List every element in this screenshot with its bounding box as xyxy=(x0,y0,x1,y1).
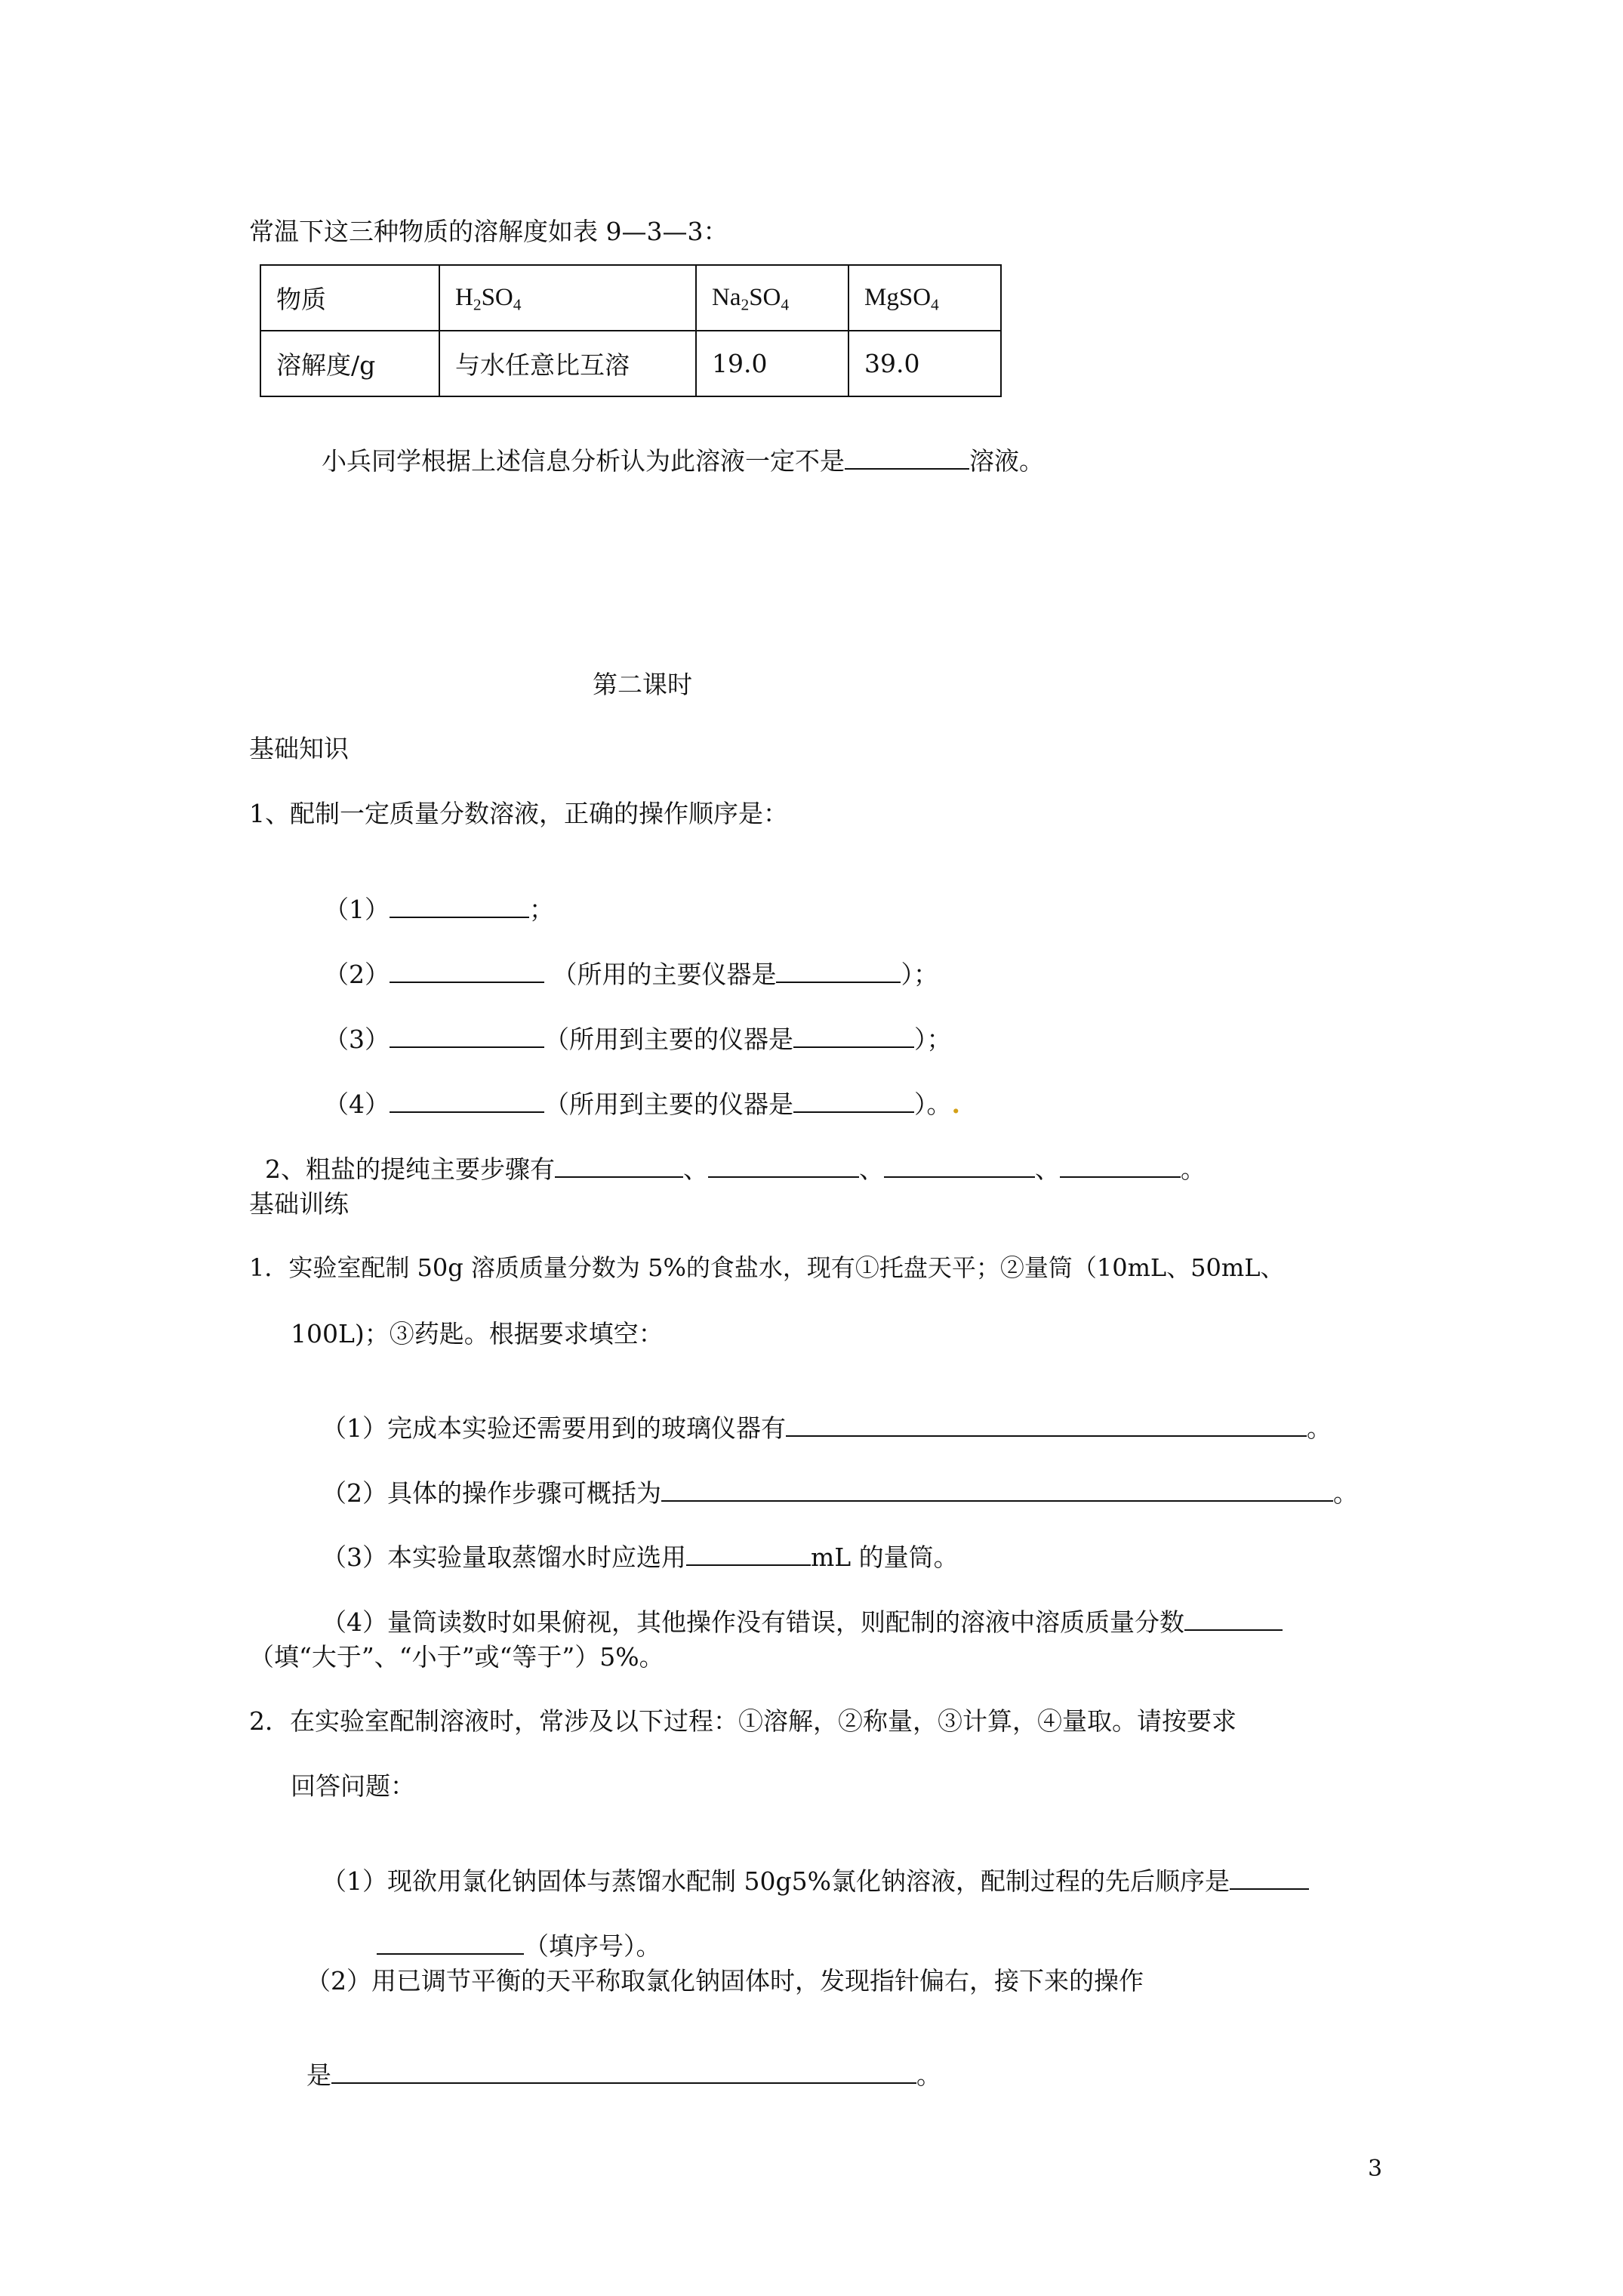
step-text: （所用到主要的仪器是 xyxy=(544,1025,793,1054)
intro-text: 常温下这三种物质的溶解度如表 9—3—3： xyxy=(249,217,728,246)
page-number: 3 xyxy=(1368,2156,1383,2182)
q2-part-2-cont xyxy=(291,2032,941,2088)
q1-part-4-cont: （填“大于”、“小于”或“等于”）5%。 xyxy=(249,1642,664,1672)
answer-blank[interactable] xyxy=(390,1086,544,1113)
answer-blank[interactable] xyxy=(793,1022,914,1048)
q2-part-1 xyxy=(306,1838,1309,1894)
section-title: 第二课时 xyxy=(593,670,692,699)
table-cell: 39.0 xyxy=(848,331,1001,396)
table-cell: 溶解度/g xyxy=(260,331,439,396)
table-cell: 物质 xyxy=(260,265,439,331)
separator: 、 xyxy=(1034,1154,1060,1184)
question-text: 2、粗盐的提纯主要步骤有 xyxy=(264,1154,555,1184)
answer-blank[interactable] xyxy=(708,1151,859,1178)
step-text: （所用的主要仪器是 xyxy=(544,960,777,989)
part-text: 是 xyxy=(306,2060,331,2090)
conclusion-text: 溶液。 xyxy=(969,446,1044,476)
q2-part-2: （2）用已调节平衡的天平称取氯化钠固体时，发现指针偏右，接下来的操作 xyxy=(306,1966,1144,1996)
part-text: （填序号）。 xyxy=(523,1931,661,1961)
conclusion-text: 小兵同学根据上述信息分析认为此溶液一定不是 xyxy=(321,446,845,476)
table-row xyxy=(260,265,1001,331)
answer-blank[interactable] xyxy=(1230,1863,1309,1890)
answer-blank[interactable] xyxy=(377,1928,524,1955)
step-text: ）； xyxy=(913,1025,952,1054)
step-text: ）。 xyxy=(913,1089,952,1119)
step-number: （1） xyxy=(323,895,390,924)
question-2-line2: 回答问题： xyxy=(291,1771,415,1801)
heading-knowledge: 基础知识 xyxy=(249,734,349,763)
answer-blank[interactable] xyxy=(661,1475,1333,1502)
q1-part-4 xyxy=(306,1579,1283,1635)
separator: 、 xyxy=(682,1154,708,1184)
step-text: ）； xyxy=(901,960,938,989)
step-text: （所用到主要的仪器是 xyxy=(544,1089,793,1119)
table-cell: $H_2SO_4$ xyxy=(439,265,696,331)
separator: 、 xyxy=(858,1154,884,1184)
question-1-line1: 1．实验室配制 50g 溶质质量分数为 5%的食盐水，现有①托盘天平；②量筒（10mL、50mL、 xyxy=(249,1253,1285,1282)
heading-training: 基础训练 xyxy=(249,1189,349,1219)
question-k2 xyxy=(249,1126,1206,1182)
q1-part-2 xyxy=(306,1450,1358,1508)
part-text: （1）现欲用氯化钠固体与蒸馏水配制 50g5%氯化钠溶液，配制过程的先后顺序是 xyxy=(321,1866,1230,1896)
step-text: ； xyxy=(528,895,554,924)
solubility-table xyxy=(260,264,1002,397)
answer-blank[interactable] xyxy=(331,2057,916,2084)
k1-step-2 xyxy=(308,932,938,987)
q1-part-1 xyxy=(306,1385,1332,1441)
part-text: 。 xyxy=(916,2060,941,2090)
question-k1: 1、配制一定质量分数溶液，正确的操作顺序是： xyxy=(249,799,788,828)
part-text: （3）本实验量取蒸馏水时应选用 xyxy=(321,1542,686,1572)
table-cell: 与水任意比互溶 xyxy=(439,331,696,396)
answer-blank[interactable] xyxy=(390,957,544,983)
step-number: （3） xyxy=(323,1025,390,1054)
k1-step-3 xyxy=(308,997,951,1052)
part-text: （2）具体的操作步骤可概括为 xyxy=(321,1478,661,1508)
answer-blank[interactable] xyxy=(845,443,969,470)
part-text: （4）量筒读数时如果俯视，其他操作没有错误，则配制的溶液中溶质质量分数 xyxy=(321,1607,1184,1637)
k1-step-1 xyxy=(308,867,554,922)
question-text: 。 xyxy=(1180,1154,1206,1184)
step-number: （2） xyxy=(323,960,390,989)
answer-blank[interactable] xyxy=(390,892,529,918)
question-1-line2: 100L)；③药匙。根据要求填空： xyxy=(291,1319,664,1348)
part-text: （1）完成本实验还需要用到的玻璃仪器有 xyxy=(321,1413,786,1443)
table-cell: 19.0 xyxy=(696,331,848,396)
table-cell: $Na_2SO_4$ xyxy=(696,265,848,331)
answer-blank[interactable] xyxy=(1184,1604,1283,1631)
answer-blank[interactable] xyxy=(1060,1151,1181,1178)
q2-part-1-cont xyxy=(361,1903,661,1959)
conclusion-line xyxy=(306,418,1044,476)
step-number: （4） xyxy=(323,1089,390,1119)
k1-step-4 xyxy=(308,1062,960,1117)
answer-blank[interactable] xyxy=(793,1086,914,1113)
answer-blank[interactable] xyxy=(686,1539,811,1566)
answer-blank[interactable] xyxy=(776,957,901,983)
part-text: 。 xyxy=(1332,1478,1358,1508)
q1-part-3 xyxy=(306,1515,959,1570)
part-text: 。 xyxy=(1306,1413,1332,1443)
table-row xyxy=(260,331,1001,396)
answer-blank[interactable] xyxy=(555,1151,683,1178)
question-2-line1: 2．在实验室配制溶液时，常涉及以下过程：①溶解，②称量，③计算，④量取。请按要求 xyxy=(249,1706,1236,1736)
answer-blank[interactable] xyxy=(786,1410,1307,1437)
table-cell: MgSO$_4$ xyxy=(848,265,1001,331)
answer-blank[interactable] xyxy=(884,1151,1035,1178)
part-text: mL 的量筒。 xyxy=(810,1542,959,1572)
answer-blank[interactable] xyxy=(390,1022,544,1048)
highlight-mark: . xyxy=(951,1089,960,1119)
